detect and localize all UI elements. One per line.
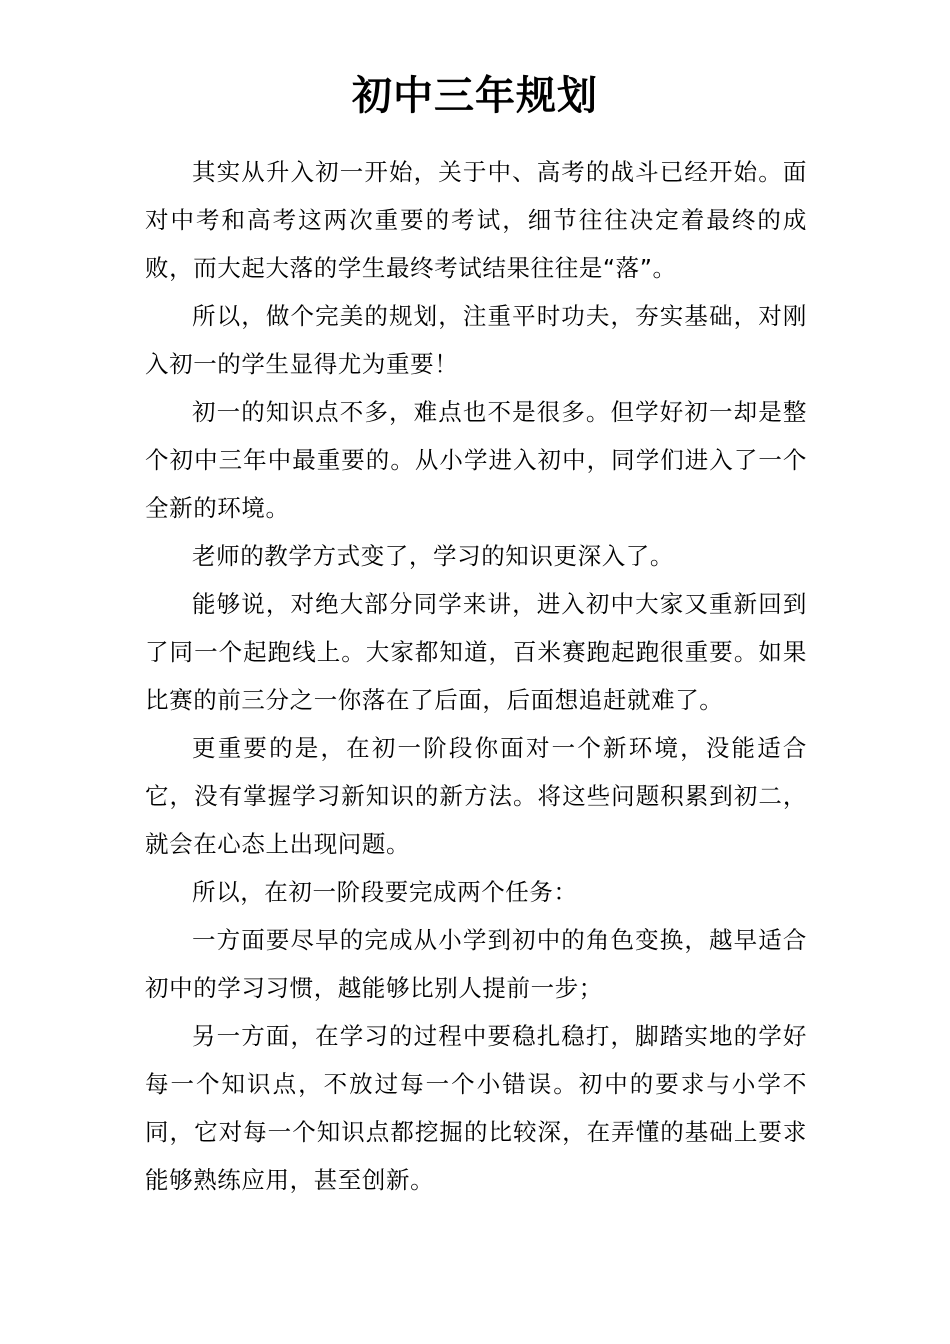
paragraph: 所以，做个完美的规划，注重平时功夫，夯实基础，对刚入初一的学生显得尤为重要！	[145, 302, 807, 378]
paragraph: 其实从升入初一开始，关于中、高考的战斗已经开始。面对中考和高考这两次重要的考试，细节往往决定着最终的成败，而大起大落的学生最终考试结果往往是“落”。	[145, 158, 807, 282]
document-body	[145, 148, 807, 1204]
paragraph: 一方面要尽早的完成从小学到初中的角色变换，越早适合初中的学习习惯，越能够比别人提前一步；	[145, 926, 807, 1002]
paragraph: 老师的教学方式变了，学习的知识更深入了。	[192, 542, 674, 570]
paragraph: 另一方面，在学习的过程中要稳扎稳打，脚踏实地的学好每一个知识点，不放过每一个小错误。初中的要求与小学不同，它对每一个知识点都挖掘的比较深，在弄懂的基础上要求能够熟练应用，甚至创新。	[145, 1022, 807, 1194]
paragraph: 能够说，对绝大部分同学来讲，进入初中大家又重新回到了同一个起跑线上。大家都知道，百米赛跑起跑很重要。如果比赛的前三分之一你落在了后面，后面想追赶就难了。	[145, 590, 807, 714]
paragraph: 更重要的是，在初一阶段你面对一个新环境，没能适合它，没有掌握学习新知识的新方法。将这些问题积累到初二，就会在心态上出现问题。	[145, 734, 807, 858]
document-title: 初中三年规划	[352, 73, 598, 119]
paragraph: 所以，在初一阶段要完成两个任务：	[192, 878, 578, 906]
paragraph: 初一的知识点不多，难点也不是很多。但学好初一却是整个初中三年中最重要的。从小学进入初中，同学们进入了一个全新的环境。	[145, 398, 807, 522]
